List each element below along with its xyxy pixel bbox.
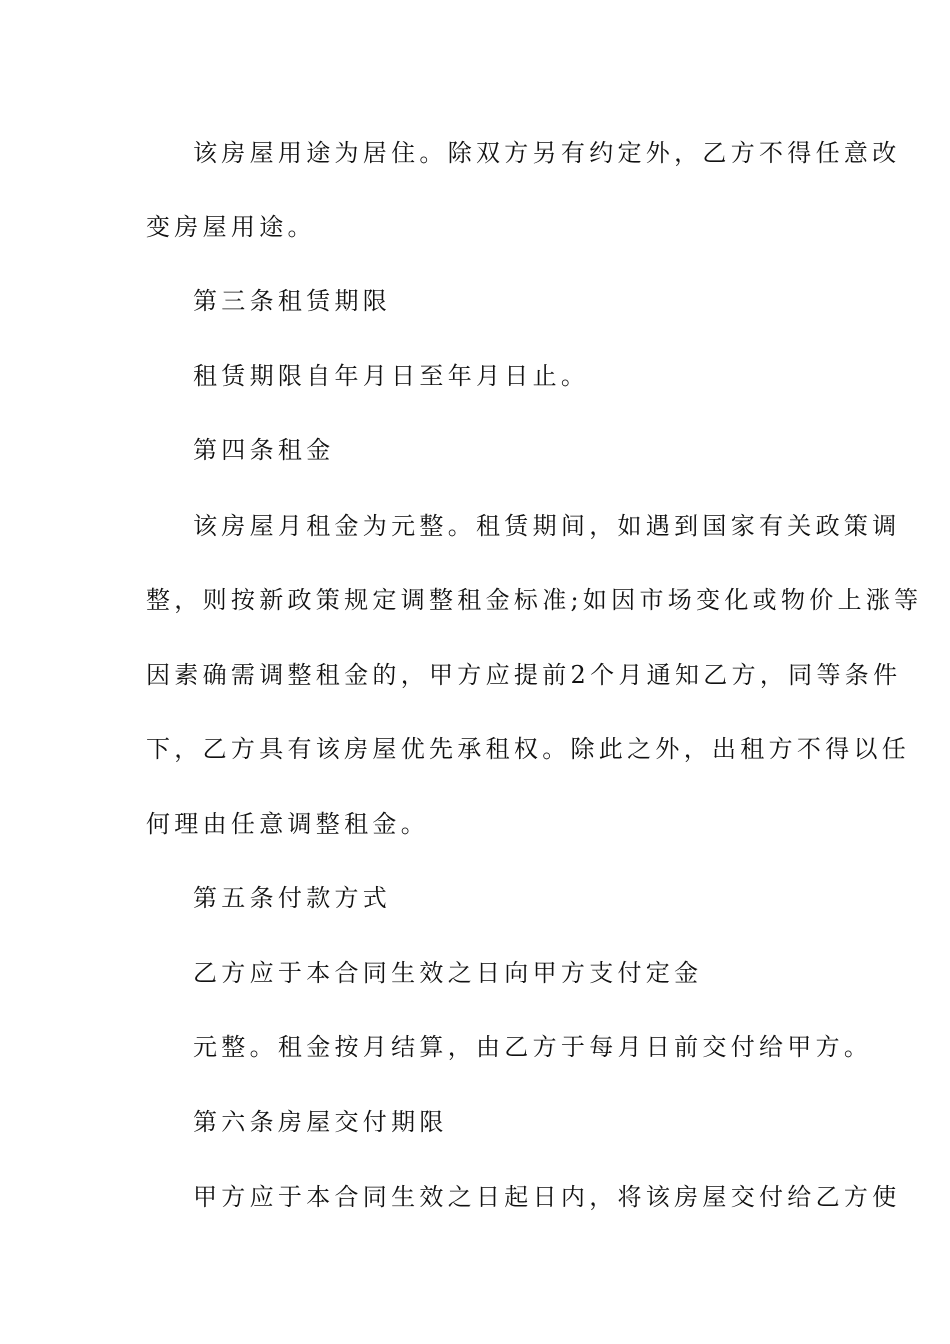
paragraph-line: 租赁期限自年月日至年月日止。 (193, 362, 590, 390)
paragraph-line: 整，则按新政策规定调整租金标准;如因市场变化或物价上涨等 (146, 586, 923, 614)
paragraph-line: 该房屋月租金为元整。租赁期间，如遇到国家有关政策调 (193, 512, 901, 540)
section-heading: 第五条付款方式 (193, 884, 392, 912)
paragraph-line: 该房屋用途为居住。除双方另有约定外，乙方不得任意改 (193, 139, 901, 167)
paragraph-line: 元整。租金按月结算，由乙方于每月日前交付给甲方。 (193, 1033, 873, 1061)
paragraph-line: 甲方应于本合同生效之日起日内，将该房屋交付给乙方使 (193, 1183, 901, 1211)
paragraph-line: 因素确需调整租金的，甲方应提前2个月通知乙方，同等条件 (146, 661, 902, 689)
section-heading: 第六条房屋交付期限 (193, 1108, 448, 1136)
section-heading: 第三条租赁期限 (193, 287, 392, 315)
paragraph-line: 变房屋用途。 (146, 213, 316, 241)
section-heading: 第四条租金 (193, 436, 335, 464)
paragraph-line: 乙方应于本合同生效之日向甲方支付定金 (193, 959, 703, 987)
paragraph-line: 下，乙方具有该房屋优先承租权。除此之外，出租方不得以任 (146, 735, 911, 763)
paragraph-line: 何理由任意调整租金。 (146, 810, 429, 838)
